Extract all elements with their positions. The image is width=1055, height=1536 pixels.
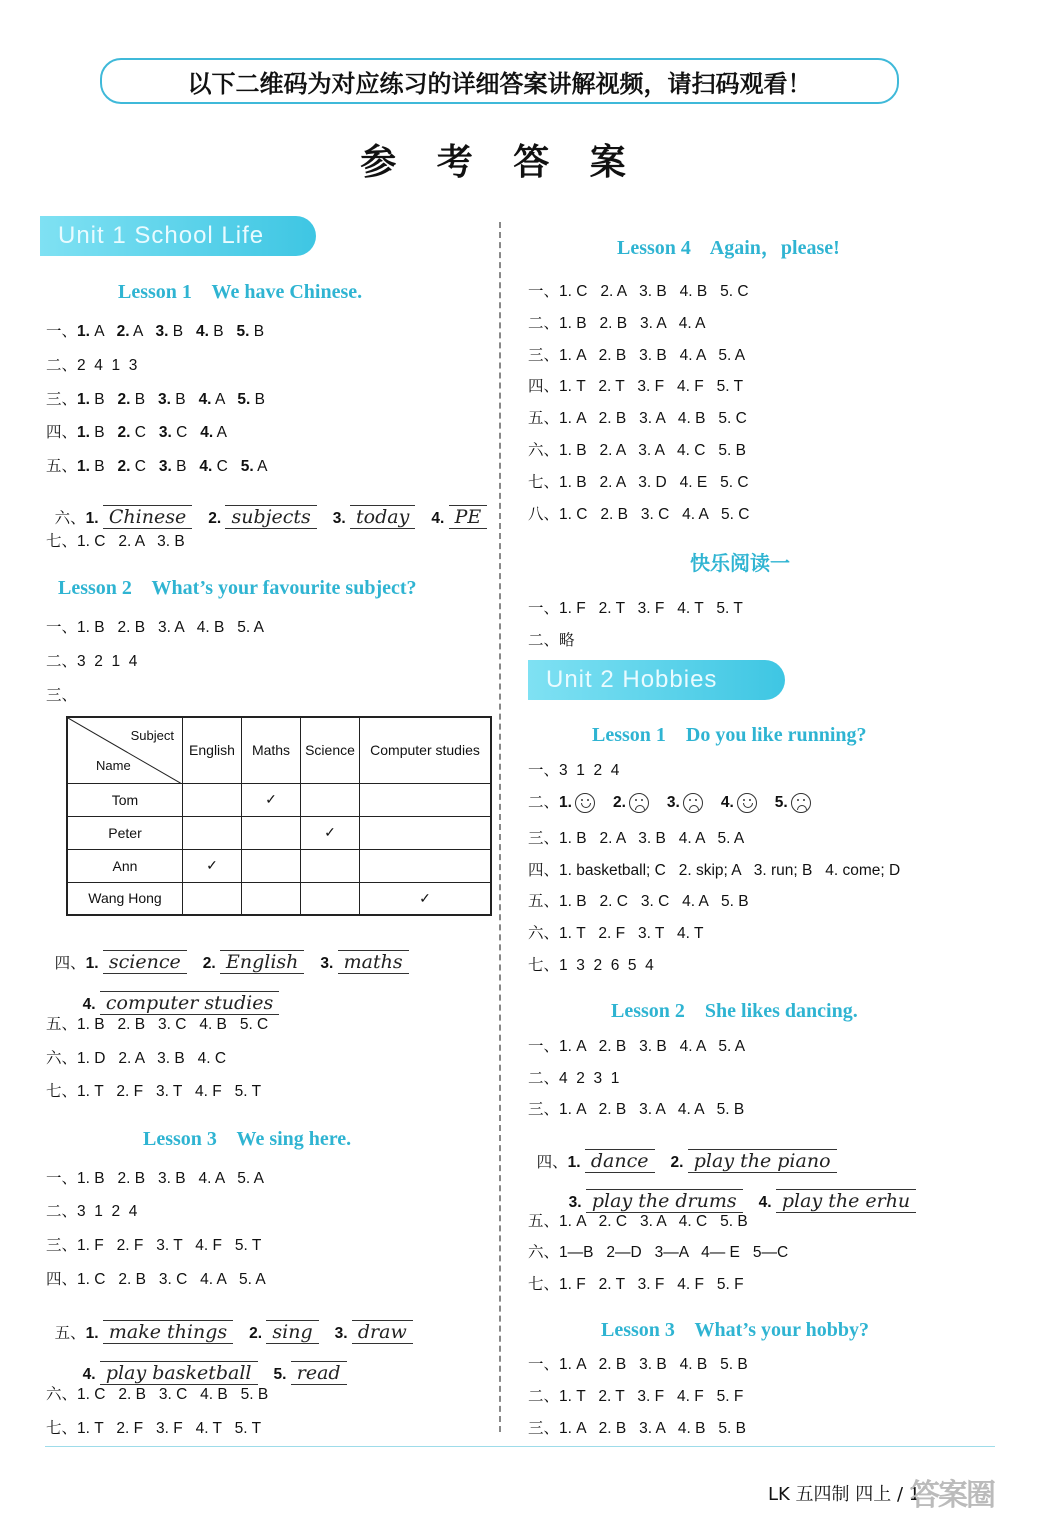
answer-row: 五、1. B 2. C 3. C 4. A 5. B [528,893,749,910]
answer-row: 六、1. C 2. B 3. C 4. B 5. B [46,1386,269,1403]
answer-row: 一、1. A 2. B 3. B 4. B 5. B [528,1356,748,1373]
answer-row: 四、1. C 2. B 3. C 4. A 5. A [46,1271,266,1288]
answer-row: 七、1 3 2 6 5 4 [528,957,654,974]
table-row [67,849,491,882]
handwritten-answer: play the drums [586,1189,743,1213]
answer-row-six: 六、1. Chinese 2. subjects 3. today 4. PE [46,487,503,529]
answer-row: 三、1. A 2. B 3. A 4. B 5. B [528,1420,746,1437]
handwritten-answer: dance [585,1149,655,1173]
answer-row-five-cont: 4. play basketball 5. read [74,1343,363,1385]
answer-row-five: 五、1. make things 2. sing 3. draw [46,1302,429,1344]
answer-row: 三、1. A 2. B 3. B 4. A 5. A [528,347,746,364]
answer-row: 二、1. B 2. B 3. A 4. A [528,315,706,332]
table-cell: ✓ [360,882,492,915]
table-cell [183,783,242,816]
answer-row: 一、1. B 2. B 3. B 4. A 5. A [46,1170,264,1187]
answer-row: 二、3 1 2 4 [46,1203,138,1220]
answer-row: 三、1. B 2. B 3. B 4. A 5. B [46,391,278,408]
qr-video-banner: 以下二维码为对应练习的详细答案讲解视频，请扫码观看！ [100,58,899,104]
answer-row-four-cont: 4. computer studies [74,973,295,1015]
answer-row: 一、1. A 2. A 3. B 4. B 5. B [46,323,278,340]
reading-title: 快乐阅读一 [690,553,790,575]
answer-row: 一、1. B 2. B 3. A 4. B 5. A [46,619,264,636]
handwritten-answer: computer studies [100,991,279,1015]
table-header: English [183,717,242,783]
frowning-face-icon [791,793,811,813]
table-cell: Wang Hong [67,882,183,915]
answer-row: 七、1. C 2. A 3. B [46,533,185,550]
handwritten-answer: make things [103,1320,233,1344]
answer-row: 三、1. A 2. B 3. A 4. A 5. B [528,1101,745,1118]
answer-row: 七、1. B 2. A 3. D 4. E 5. C [528,474,749,491]
handwritten-answer: science [103,950,187,974]
table-cell: Tom [67,783,183,816]
lesson-title: Lesson 1 We have Chinese. [118,281,363,303]
page-title: 参 考 答 案 [360,141,640,183]
handwritten-answer: draw [352,1320,413,1344]
unit-2-header: Unit 2 Hobbies [528,660,785,700]
handwritten-answer: play basketball [100,1361,258,1385]
handwritten-answer: PE [449,505,488,529]
table-cell [242,882,301,915]
table-cell [360,783,492,816]
answer-row: 五、1. A 2. B 3. A 4. B 5. C [528,410,747,427]
lesson-title: Lesson 1 Do you like running? [592,724,867,746]
answer-row: 三、1. F 2. F 3. T 4. F 5. T [46,1237,262,1254]
answer-row: 八、1. C 2. B 3. C 4. A 5. C [528,506,750,523]
answer-row: 六、1. T 2. F 3. T 4. T [528,925,704,942]
answer-row: 六、1. B 2. A 3. A 4. C 5. B [528,442,746,459]
answer-row-four: 四、1. science 2. English 3. maths [46,932,425,974]
table-cell [360,816,492,849]
subject-table [66,716,492,916]
answer-row: 四、1. T 2. T 3. F 4. F 5. T [528,378,744,395]
answer-row: 一、1. A 2. B 3. B 4. A 5. A [528,1038,746,1055]
lesson-title: Lesson 2 She likes dancing. [611,1000,858,1022]
table-row [67,783,491,816]
answer-row: 五、1. B 2. C 3. B 4. C 5. A [46,458,280,475]
answer-row: 三、1. B 2. A 3. B 4. A 5. A [528,830,745,847]
answer-row: 七、1. T 2. F 3. T 4. F 5. T [46,1083,262,1100]
answer-row: 一、3 1 2 4 [528,762,620,779]
answer-row: 二、1. T 2. T 3. F 4. F 5. F [528,1388,744,1405]
lesson-title: Lesson 3 We sing here. [143,1128,352,1150]
handwritten-answer: today [350,505,415,529]
handwritten-answer: play the piano [688,1149,837,1173]
answer-row: 三、 [46,687,78,704]
answer-row: 二、略 [528,632,575,649]
table-cell [242,849,301,882]
table-cell: ✓ [242,783,301,816]
table-corner-cell: Subject Name [67,717,183,783]
frowning-face-icon [629,793,649,813]
answer-row: 六、1—B 2—D 3—A 4— E 5—C [528,1244,789,1261]
table-header: Maths [242,717,301,783]
table-cell: Peter [67,816,183,849]
table-cell [301,882,360,915]
footer-line [45,1446,995,1447]
handwritten-answer: Chinese [103,505,192,529]
table-header: Science [301,717,360,783]
handwritten-answer: maths [338,950,409,974]
lesson-title: Lesson 2 What’s your favourite subject? [58,577,417,599]
column-divider [499,222,501,1432]
smiley-face-icon [737,793,757,813]
answer-row: 二、2 4 1 3 [46,357,138,374]
table-cell [360,849,492,882]
answer-row: 四、1. B 2. C 3. C 4. A [46,424,240,441]
smiley-face-icon [575,793,595,813]
unit-1-header: Unit 1 School Life [40,216,316,256]
table-cell [301,849,360,882]
answer-row-four-cont: 3. play the drums 4. play the erhu [560,1171,932,1213]
table-cell [242,816,301,849]
answer-row: 二、3 2 1 4 [46,653,138,670]
page-footer: LK 五四制 四上 / 1 [768,1484,921,1505]
table-cell [301,783,360,816]
answer-row: 七、1. F 2. T 3. F 4. F 5. F [528,1276,744,1293]
answer-row-four: 四、1. dance 2. play the piano [528,1131,853,1173]
handwritten-answer: sing [266,1320,318,1344]
lesson-title: Lesson 3 What’s your hobby? [601,1319,870,1341]
answer-row: 七、1. T 2. F 3. F 4. T 5. T [46,1420,262,1437]
handwritten-answer: read [291,1361,347,1385]
handwritten-answer: play the erhu [776,1189,916,1213]
table-row [67,816,491,849]
lesson-title: Lesson 4 Again，please! [617,237,840,259]
handwritten-answer: subjects [225,505,316,529]
answer-row: 四、1. basketball; C 2. skip; A 3. run; B 4. come; D [528,862,901,879]
table-cell: ✓ [301,816,360,849]
answer-row: 六、1. D 2. A 3. B 4. C [46,1050,227,1067]
table-cell: Ann [67,849,183,882]
handwritten-answer: English [220,950,304,974]
answer-row: 二、4 2 3 1 [528,1070,620,1087]
table-row [67,882,491,915]
table-header: Computer studies [360,717,492,783]
answer-row: 一、1. F 2. T 3. F 4. T 5. T [528,600,743,617]
answer-row-faces: 二、1. 2. 3. 4. 5. [528,790,829,813]
table-cell: ✓ [183,849,242,882]
watermark-logo: 答案圈 [910,1478,994,1513]
answer-row: 一、1. C 2. A 3. B 4. B 5. C [528,283,749,300]
table-cell [183,882,242,915]
table-cell [183,816,242,849]
answer-row: 五、1. A 2. C 3. A 4. C 5. B [528,1213,748,1230]
frowning-face-icon [683,793,703,813]
answer-row: 五、1. B 2. B 3. C 4. B 5. C [46,1016,269,1033]
